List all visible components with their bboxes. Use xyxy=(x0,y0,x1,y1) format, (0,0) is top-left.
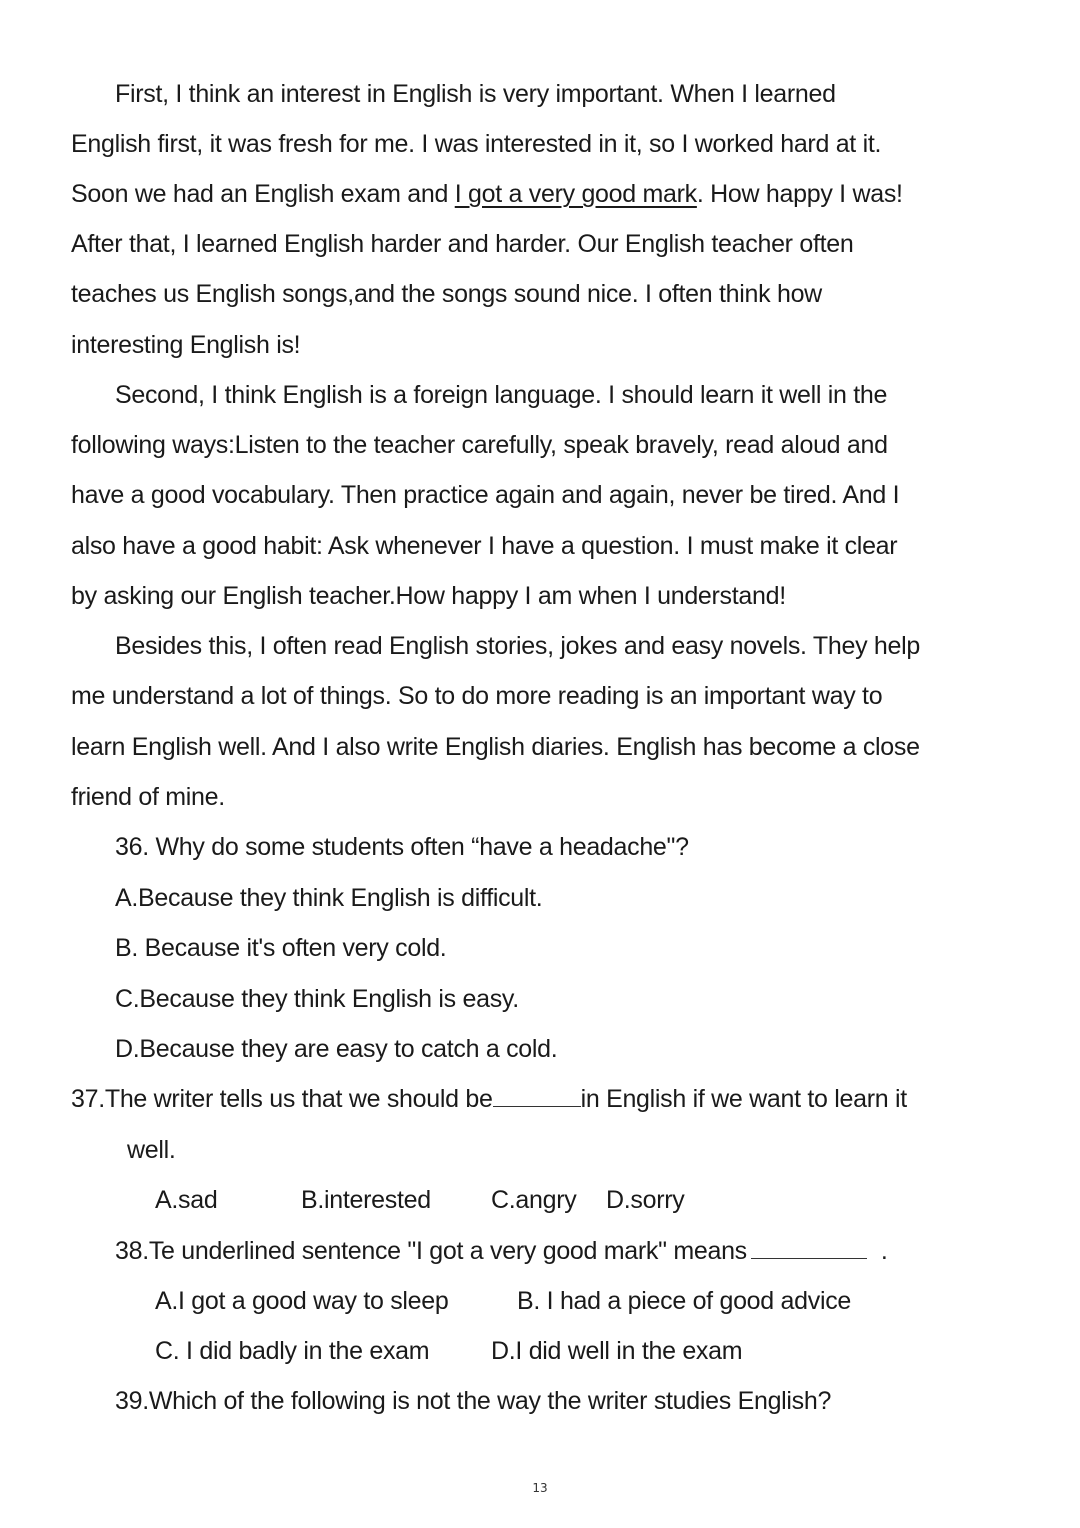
text-line: First, I think an interest in English is very important. When I learned xyxy=(115,80,836,108)
option-c: C. I did badly in the exam xyxy=(155,1337,430,1365)
text-line: following ways:Listen to the teacher carefully, speak bravely, read aloud and xyxy=(71,431,888,459)
underlined-sentence: I got a very good mark xyxy=(454,180,697,208)
stem-end: . xyxy=(880,1237,888,1265)
text-line: English first, it was fresh for me. I was interested in it, so I worked hard at it. xyxy=(71,130,882,158)
question-stem xyxy=(115,1236,888,1266)
question-stem: 36. Why do some students often “have a headache"? xyxy=(115,833,689,861)
stem-continuation: well. xyxy=(127,1136,176,1164)
option-a: A.Because they think English is difficult. xyxy=(115,884,543,912)
text-line: Besides this, I often read English stories, jokes and easy novels. They help xyxy=(115,632,920,660)
text-line: teaches us English songs,and the songs sound nice. I often think how xyxy=(71,280,822,308)
text-line: interesting English is! xyxy=(71,331,301,359)
text-line: have a good vocabulary. Then practice again and again, never be tired. And I xyxy=(71,481,900,509)
page-number: 13 xyxy=(532,1481,548,1495)
text-line: friend of mine. xyxy=(71,783,225,811)
text-line: After that, I learned English harder and harder. Our English teacher often xyxy=(71,230,854,258)
option-b: B.interested xyxy=(301,1186,431,1214)
option-c: C.angry xyxy=(491,1186,577,1214)
text-segment: Soon we had an English exam and xyxy=(71,180,455,208)
option-d: D.sorry xyxy=(606,1186,685,1214)
text-line: Second, I think English is a foreign language. I should learn it well in the xyxy=(115,381,888,409)
option-a: A.I got a good way to sleep xyxy=(155,1287,449,1315)
text-line: me understand a lot of things. So to do more reading is an important way to xyxy=(71,682,883,710)
stem-text: in English if we want to learn it xyxy=(580,1085,907,1113)
text-line: by asking our English teacher.How happy I am when I understand! xyxy=(71,582,786,610)
text-line xyxy=(71,179,903,209)
option-a: A.sad xyxy=(155,1186,218,1214)
question-stem: 39.Which of the following is not the way the writer studies English? xyxy=(115,1387,832,1415)
option-b: B. Because it's often very cold. xyxy=(115,934,447,962)
option-d: D.I did well in the exam xyxy=(491,1337,743,1365)
option-d: D.Because they are easy to catch a cold. xyxy=(115,1035,558,1063)
text-line: learn English well. And I also write English diaries. English has become a close xyxy=(71,733,920,761)
answer-blank xyxy=(493,1084,581,1107)
stem-text: 38.Te underlined sentence "I got a very good mark" means xyxy=(115,1237,747,1265)
answer-blank xyxy=(751,1236,867,1259)
option-b: B. I had a piece of good advice xyxy=(517,1287,851,1315)
text-segment: . How happy I was! xyxy=(696,180,903,208)
text-line: also have a good habit: Ask whenever I have a question. I must make it clear xyxy=(71,532,898,560)
option-c: C.Because they think English is easy. xyxy=(115,985,519,1013)
question-stem xyxy=(71,1084,907,1114)
stem-text: 37.The writer tells us that we should be xyxy=(71,1085,493,1113)
